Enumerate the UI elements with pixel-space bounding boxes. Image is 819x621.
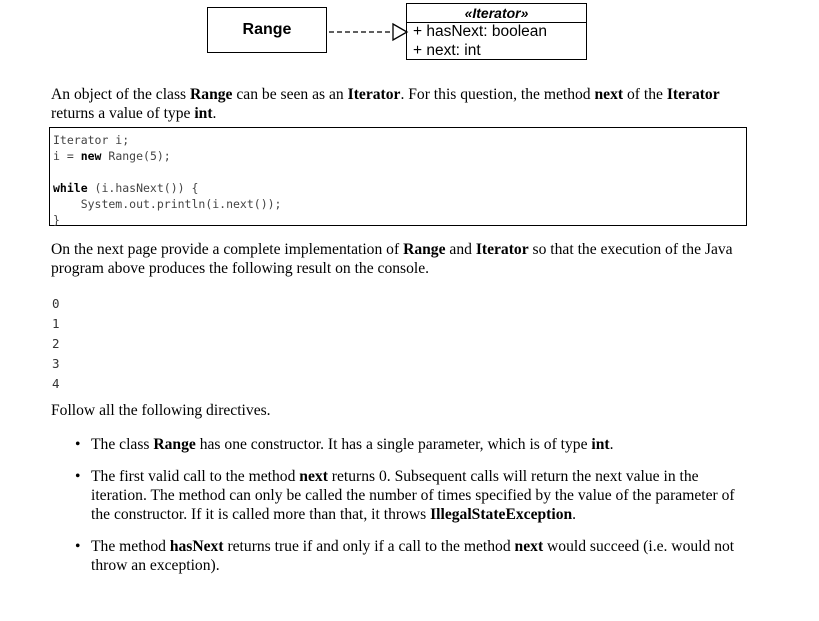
code-listing [49,127,747,226]
console-line: 2 [52,336,60,351]
directives-list [51,435,751,588]
directive-item: • The first valid call to the method next returns 0. Subsequent calls will return the next value in the iteration. The method can only be called the number of times specified by the value of the parameter of the constructor. If it is called more than that, it throws IllegalStateException. [75,468,735,523]
intro-paragraph: An object of the class Range can be seen as an Iterator. For this question, the method next of the Iterator returns a value of type int. [51,86,720,122]
code-line-1: Iterator i; [53,133,130,147]
iterator-interface-box [406,3,587,60]
bullet-icon: • [75,538,81,555]
directive-item: • The method hasNext returns true if and only if a call to the method next would succeed (i.e. would not throw an exception). [75,538,735,574]
range-class-name: Range [242,21,292,38]
code-line-blank [53,164,746,180]
console-line: 4 [52,376,60,391]
iterator-stereotype: «Iterator» [407,4,586,23]
bullet-icon: • [75,468,81,485]
iterator-member-hasnext: + hasNext: boolean [413,23,547,40]
range-class-box [207,7,327,53]
directives-heading: Follow all the following directives. [51,402,271,419]
bullet-icon: • [75,436,81,453]
console-line: 0 [52,296,60,311]
realization-arrow [327,20,409,44]
iterator-member-next: + next: int [413,41,481,59]
console-line: 3 [52,356,60,371]
console-line: 1 [52,316,60,331]
console-output [52,294,60,394]
directive-item: • The class Range has one constructor. It has a single parameter, which is of type int. [75,436,614,453]
code-line-2: i = new Range(5); [53,149,171,163]
code-line-4: System.out.println(i.next()); [53,197,282,211]
code-line-5: } [53,213,60,227]
task-paragraph: On the next page provide a complete implementation of Range and Iterator so that the execution of the Java program above produces the following result on the console. [51,241,733,277]
code-line-3: while (i.hasNext()) { [53,181,199,195]
